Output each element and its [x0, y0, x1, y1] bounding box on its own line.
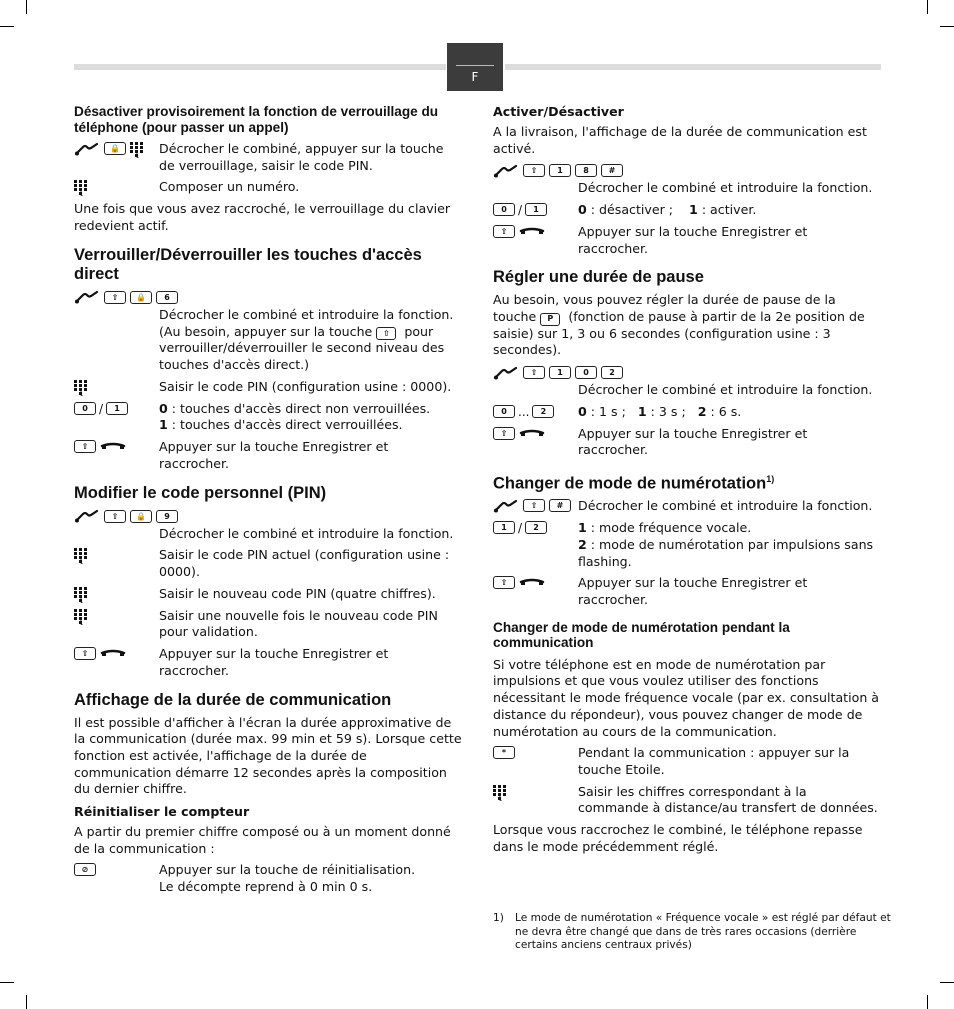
paragraph: A la livraison, l'affichage de la durée de communication est activé. — [493, 124, 867, 156]
handset-lift-icon — [493, 499, 519, 513]
two-key-icon: 2 — [525, 521, 547, 534]
shift-key-icon: ⇧ — [376, 327, 396, 340]
crop-mark — [26, 0, 27, 14]
crop-mark — [0, 26, 14, 27]
instruction-row — [74, 439, 462, 472]
save-key-icon: ⇧ — [523, 499, 545, 512]
zero-key-icon: 0 — [575, 366, 597, 379]
right-column — [493, 104, 881, 860]
two-key-icon: 2 — [532, 405, 554, 418]
paragraph: Une fois que vous avez raccroché, le verrouillage du clavier redevient actif. — [74, 201, 451, 234]
instruction-row — [74, 179, 462, 196]
instruction-text: Composer un numéro. — [159, 179, 300, 195]
handset-hangup-icon — [100, 440, 126, 454]
instruction-row: 1 / 2 1 : mode fréquence vocale. 2 : mode de numérotation par impulsions sans flashing. — [493, 520, 881, 570]
keypad-icon — [74, 609, 87, 625]
save-key-icon: ⇧ — [104, 291, 126, 304]
save-key-icon: ⇧ — [104, 510, 126, 523]
instruction-text: Décrocher le combiné et introduire la fonction. — [159, 525, 454, 541]
handset-lift-icon — [74, 142, 100, 156]
two-key-icon: 2 — [601, 366, 623, 379]
instruction-row: 0 ... 2 0 : 1 s ; 1 : 3 s ; 2 : 6 s. — [493, 404, 881, 421]
handset-hangup-icon — [519, 576, 545, 590]
instruction-row — [493, 745, 881, 778]
hash-key-icon: # — [601, 164, 623, 177]
section-title: Régler une durée de pause — [493, 268, 704, 287]
sub-title: Activer/Désactiver — [493, 104, 624, 119]
left-column — [74, 104, 462, 901]
lock-key-icon: 🔒 — [130, 291, 152, 304]
language-tab-label: F — [471, 70, 479, 84]
lock-key-icon: 🔒 — [130, 510, 152, 523]
instruction-text: Saisir une nouvelle fois le nouveau code PIN pour validation. — [159, 607, 438, 640]
keypad-icon — [74, 380, 87, 396]
keypad-icon — [493, 785, 506, 801]
footnote — [493, 912, 893, 953]
key-sequence — [493, 162, 881, 179]
section-title: Modifier le code personnel (PIN) — [74, 483, 327, 502]
instruction-text: 1 : mode fréquence vocale. 2 : mode de numérotation par impulsions sans flashing. — [578, 520, 874, 569]
paragraph: Lorsque vous raccrochez le combiné, le téléphone repasse dans le mode précédemment réglé. — [493, 822, 863, 854]
instruction-row — [74, 586, 462, 603]
header-bar-left — [74, 64, 446, 70]
save-key-icon: ⇧ — [523, 366, 545, 379]
lock-key-icon: 🔒 — [104, 142, 126, 155]
instruction-row: 0 / 1 0 : désactiver ; 1 : activer. — [493, 202, 881, 219]
footnote-text: Le mode de numérotation « Fréquence vocale » est réglé par défaut et ne devra être changé que dans de très rares occasions (derrière certains anciens centraux privés) — [515, 912, 891, 951]
key-sequence — [493, 364, 881, 381]
one-key-icon: 1 — [493, 521, 515, 534]
instruction-row — [493, 224, 881, 257]
instruction-text: Appuyer sur la touche Enregistrer et raccrocher. — [578, 425, 808, 458]
instruction-text: Décrocher le combiné et introduire la fonction. — [578, 498, 873, 514]
section-title: Désactiver provisoirement la fonction de verrouillage du téléphone (pour passer un appel) — [74, 104, 439, 135]
crop-mark — [26, 995, 27, 1009]
nine-key-icon: 9 — [156, 510, 178, 523]
key-sequence — [74, 289, 462, 306]
save-key-icon: ⇧ — [74, 440, 96, 453]
eight-key-icon: 8 — [575, 164, 597, 177]
crop-mark — [927, 0, 928, 14]
instruction-row — [493, 784, 881, 817]
handset-lift-icon — [493, 366, 519, 380]
instruction-text: Saisir le code PIN actuel (configuration usine : 0000). — [159, 547, 450, 579]
paragraph: A partir du premier chiffre composé ou à un moment donné de la communication : — [74, 824, 451, 856]
crop-mark — [940, 26, 954, 27]
handset-lift-icon — [74, 290, 100, 304]
instruction-row — [493, 426, 881, 459]
instruction-text: Décrocher le combiné et introduire la fonction. — [578, 180, 873, 196]
section-title: Changer de mode de numérotation pendant la communication — [493, 619, 790, 651]
instruction-text: Appuyer sur la touche Enregistrer et raccrocher. — [578, 575, 808, 607]
instruction-row — [74, 379, 462, 396]
crop-mark — [0, 982, 14, 983]
zero-key-icon: 0 — [74, 402, 96, 415]
instruction-text: Pendant la communication : appuyer sur la touche Etoile. — [578, 745, 850, 777]
instruction-row — [74, 646, 462, 679]
instruction-text: Appuyer sur la touche Enregistrer et raccrocher. — [578, 223, 808, 256]
zero-key-icon: 0 — [493, 203, 515, 216]
instruction-row — [74, 547, 462, 580]
one-key-icon: 1 — [106, 402, 128, 415]
reset-key-icon: ⊘ — [74, 863, 96, 876]
instruction-text: Appuyer sur la touche de réinitialisation. Le décompte reprend à 0 min 0 s. — [159, 862, 416, 895]
keypad-icon — [74, 180, 87, 196]
paragraph: Au besoin, vous pouvez régler la durée de pause de la touche P (fonction de pause à partir de la 2e position de saisie) sur 1, 3 ou 6 secondes (configuration usine : 3 secondes). — [493, 292, 865, 358]
instruction-text: 0 : 1 s ; 1 : 3 s ; 2 : 6 s. — [578, 403, 742, 419]
six-key-icon: 6 — [156, 291, 178, 304]
save-key-icon: ⇧ — [493, 427, 515, 440]
crop-mark — [927, 995, 928, 1009]
instruction-row — [74, 862, 462, 895]
section-title: Verrouiller/Déverrouiller les touches d'accès direct — [74, 245, 422, 283]
language-tab — [447, 43, 503, 91]
sub-title: Réinitialiser le compteur — [74, 804, 250, 820]
handset-lift-icon — [493, 164, 519, 178]
keypad-icon — [74, 587, 87, 603]
section-title: Changer de mode de numérotation$^{1)}$ — [493, 473, 775, 493]
handset-lift-icon — [74, 509, 100, 523]
instruction-row — [74, 141, 462, 174]
one-key-icon: 1 — [549, 164, 571, 177]
instruction-text: Décrocher le combiné et introduire la fonction. (Au besoin, appuyer sur la touche ⇧ pour verrouiller/déverrouiller le second niveau des touches d'accès direct.) — [159, 306, 454, 373]
instruction-row — [493, 498, 881, 515]
hash-key-icon: # — [549, 499, 571, 512]
instruction-text: Saisir le nouveau code PIN (quatre chiffres). — [159, 585, 436, 601]
instruction-text: Décrocher le combiné, appuyer sur la touche de verrouillage, saisir le code PIN. — [159, 141, 444, 173]
save-key-icon: ⇧ — [493, 225, 515, 238]
instruction-text: Saisir les chiffres correspondant à la commande à distance/au transfert de données. — [578, 783, 878, 816]
instruction-text: Appuyer sur la touche Enregistrer et raccrocher. — [159, 646, 389, 678]
instruction-text: 0 : touches d'accès direct non verrouillées. 1 : touches d'accès direct verrouillées. — [159, 400, 431, 433]
paragraph: Si votre téléphone est en mode de numérotation par impulsions et que vous voulez utiliser des fonctions nécessitant le mode fréquence vocale (par ex. consultation à distance du répondeur), vous pouvez changer de mode de numérotation au cours de la communication. — [493, 656, 880, 739]
one-key-icon: 1 — [549, 366, 571, 379]
instruction-text: Décrocher le combiné et introduire la fonction. — [578, 382, 873, 398]
instruction-row — [493, 575, 881, 608]
instruction-text: Saisir le code PIN (configuration usine : 0000). — [159, 378, 452, 394]
handset-hangup-icon — [519, 225, 545, 239]
one-key-icon: 1 — [525, 203, 547, 216]
instruction-row: 0 / 1 0 : touches d'accès direct non verrouillées. 1 : touches d'accès direct verrouillées. — [74, 401, 462, 434]
instruction-row — [74, 608, 462, 641]
instruction-text: Appuyer sur la touche Enregistrer et raccrocher. — [159, 439, 389, 471]
keypad-icon — [130, 142, 143, 158]
instruction-text: 0 : désactiver ; 1 : activer. — [578, 202, 757, 218]
pause-key-icon: P — [540, 313, 560, 326]
handset-hangup-icon — [519, 427, 545, 441]
crop-mark — [940, 982, 954, 983]
keypad-icon — [74, 548, 87, 564]
save-key-icon: ⇧ — [74, 647, 96, 660]
handset-hangup-icon — [100, 647, 126, 661]
key-sequence — [74, 508, 462, 525]
section-title: Affichage de la durée de communication — [74, 690, 392, 709]
zero-key-icon: 0 — [493, 405, 515, 418]
footnote-number: 1) — [493, 912, 504, 924]
paragraph: Il est possible d'afficher à l'écran la durée approximative de la communication (durée max. 99 min et 59 s). Lorsque cette fonction est activée, l'affichage de la durée de communication démarre 12 secondes après la composition du dernier chiffre. — [74, 714, 462, 797]
header-bar-right — [505, 64, 881, 70]
save-key-icon: ⇧ — [523, 164, 545, 177]
star-key-icon: * — [493, 746, 515, 759]
save-key-icon: ⇧ — [493, 576, 515, 589]
